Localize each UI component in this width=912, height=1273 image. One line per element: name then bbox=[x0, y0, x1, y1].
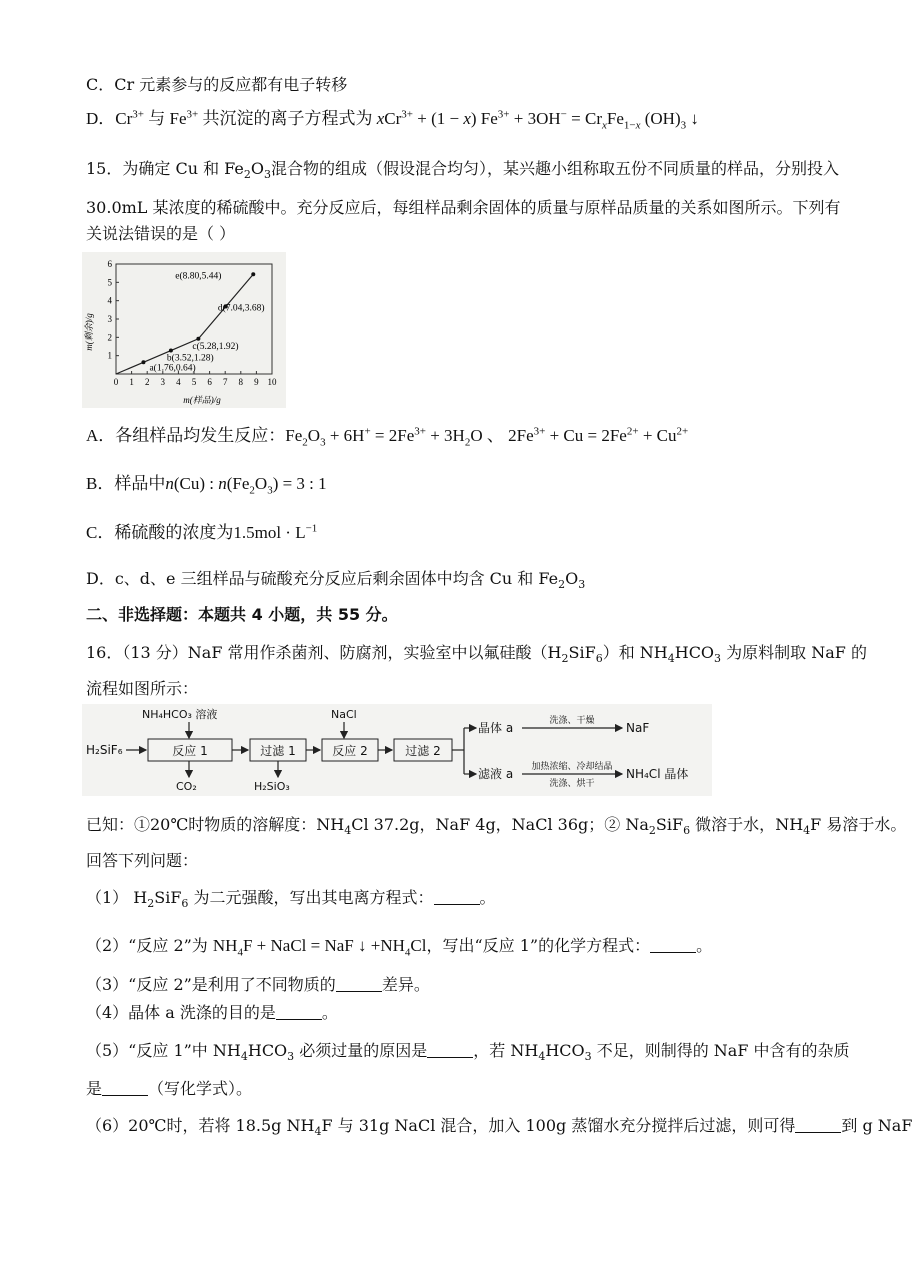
chart-xtick-label: 10 bbox=[267, 377, 277, 387]
chart-xtick-label: 2 bbox=[144, 377, 150, 387]
q14-option-c: C．Cr 元素参与的反应都有电子转移 bbox=[86, 75, 348, 94]
chart-xtick-label: 7 bbox=[222, 377, 228, 387]
process-flow-diagram bbox=[82, 704, 712, 796]
chart-xtick-label: 8 bbox=[238, 377, 244, 387]
chart-point-label: a(1.76,0.64) bbox=[149, 363, 196, 374]
q15-stem-line2: 30.0mL 某浓度的稀硫酸中。充分反应后，每组样品剩余固体的质量与原样品质量的关系如图所示。下列有 bbox=[86, 198, 841, 217]
chart-ylabel: m(剩余)/g bbox=[84, 313, 94, 351]
chart-point bbox=[251, 272, 255, 276]
q16-answer-intro: 回答下列问题： bbox=[86, 851, 199, 870]
chart-ytick-label: 3 bbox=[107, 314, 112, 324]
q16-part1: （1） $H_2SiF_6$ 为二元强酸，写出其电离方程式： 。 bbox=[86, 888, 496, 911]
answer-blank-5b[interactable] bbox=[102, 1081, 148, 1096]
flow-crystal-a: 晶体 a bbox=[478, 721, 514, 735]
q16-stem-line1: 16．（13 分）NaF 常用作杀菌剂、防腐剂，实验室中以氟硅酸$(H_2SiF_6)$和 $NH_4HCO_3$ 为原料制取 NaF 的 bbox=[86, 643, 867, 666]
answer-blank-6[interactable] bbox=[795, 1118, 841, 1133]
q16-part5-line2: 是 （写化学式）。 bbox=[86, 1079, 253, 1098]
flow-op-wash-dry: 洗涤、干燥 bbox=[549, 716, 595, 726]
flow-op-wash-bake: 洗涤、烘干 bbox=[549, 779, 595, 789]
flow-out-co2: CO₂ bbox=[176, 780, 197, 793]
chart-ytick-label: 6 bbox=[107, 259, 112, 269]
q15-option-c: C．稀硫酸的浓度为$1.5mol \cdot L^{-1}$ bbox=[86, 522, 318, 542]
flow-reagent-1: NH₄HCO₃ 溶液 bbox=[142, 708, 218, 721]
q15-option-d: D．c、d、e 三组样品与硫酸充分反应后剩余固体中均含 Cu 和 $Fe_2O_3$ bbox=[86, 569, 586, 592]
chart-point-label: d(7.04,3.68) bbox=[217, 303, 265, 314]
flow-product-naf: NaF bbox=[626, 721, 650, 735]
q15-chart bbox=[82, 252, 286, 408]
answer-blank-5a[interactable] bbox=[427, 1043, 473, 1058]
q16-part3: （3）“反应 2”是利用了不同物质的 差异。 bbox=[86, 975, 430, 994]
q16-known-info: 已知：①20℃时物质的溶解度：$NH_4Cl$ 37.2g，NaF 4g，NaCl 36g；② $Na_2SiF_6$ 微溶于水，$NH_4F$ 易溶于水。 bbox=[86, 815, 907, 838]
flow-reagent-2: NaCl bbox=[331, 708, 357, 721]
q14-option-d: D．$Cr^{3+}$ 与 $Fe^{3+}$ 共沉淀的离子方程式为 xCr$^{3+}$ + (1 − x) $Fe^{3+} + 3OH^- = Cr_xFe_{1-x}$ $(OH)_3$ ↓ bbox=[86, 108, 699, 132]
q15-option-a: A．各组样品均发生反应：$Fe_2O_3 + 6H^+ = 2Fe^{3+} + 3H_2O$ 、 $2Fe^{3+} + Cu = 2Fe^{2+} + Cu^{2+}$ bbox=[86, 425, 689, 449]
chart-point bbox=[169, 349, 173, 353]
answer-blank-2[interactable] bbox=[650, 938, 696, 953]
chart-ytick-label: 5 bbox=[107, 277, 112, 288]
chart-xlabel: m(样品)/g bbox=[183, 395, 221, 405]
chart-point-label: c(5.28,1.92) bbox=[192, 341, 239, 352]
q16-stem-line2: 流程如图所示： bbox=[86, 679, 199, 698]
answer-blank-3[interactable] bbox=[336, 977, 382, 992]
chart-xtick-label: 6 bbox=[207, 377, 212, 387]
chart-ytick-label: 1 bbox=[107, 350, 112, 361]
q15-stem-line3: 关说法错误的是（ ） bbox=[86, 224, 236, 243]
answer-blank-1[interactable] bbox=[434, 890, 480, 905]
flow-box2-label: 过滤 1 bbox=[260, 744, 296, 758]
chart-xtick-label: 3 bbox=[160, 377, 166, 387]
section-heading: 二、非选择题：本题共 4 小题，共 55 分。 bbox=[86, 605, 398, 624]
q16-part2: （2）“反应 2”为 $NH_4F$ + NaCl = NaF ↓ $+NH_4Cl$，写出“反应 1”的化学方程式： 。 bbox=[86, 936, 713, 959]
q15-option-b: B．样品中n(Cu) : $n(Fe_2O_3) = 3$ : 1 bbox=[86, 474, 327, 497]
flow-input: H₂SiF₆ bbox=[86, 743, 123, 757]
flow-box3-label: 反应 2 bbox=[332, 744, 368, 758]
chart-point bbox=[196, 337, 200, 341]
flow-product-nh4cl: NH₄Cl 晶体 bbox=[626, 767, 689, 781]
chart-point bbox=[141, 360, 145, 364]
chart-point-label: b(3.52,1.28) bbox=[166, 353, 214, 364]
chart-xtick-label: 9 bbox=[254, 377, 259, 387]
flow-op-concentrate: 加热浓缩、冷却结晶 bbox=[531, 762, 613, 772]
q15-stem-line1: 15．为确定 Cu 和 $Fe_2O_3$混合物的组成（假设混合均匀），某兴趣小组称取五份不同质量的样品，分别投入 bbox=[86, 159, 840, 182]
flow-out-h2sio3: H₂SiO₃ bbox=[254, 780, 290, 793]
chart-ytick-label: 4 bbox=[107, 295, 112, 306]
chart-xtick-label: 1 bbox=[129, 377, 134, 387]
q16-part6: （6）20℃时，若将 18.5g $NH_4F$ 与 31g NaCl 混合，加入 100g 蒸馏水充分搅拌后过滤，则可得 到 g NaF bbox=[86, 1116, 912, 1139]
chart-ytick-label: 2 bbox=[107, 332, 112, 343]
q16-part4: （4）晶体 a 洗涤的目的是 。 bbox=[86, 1003, 338, 1022]
chart-point-label: e(8.80,5.44) bbox=[175, 271, 222, 282]
flow-filtrate-a: 滤液 a bbox=[478, 767, 514, 781]
q16-part5-line1: （5）“反应 1”中 $NH_4HCO_3$ 必须过量的原因是 ，若 $NH_4HCO_3$ 不足，则制得的 NaF 中含有的杂质 bbox=[86, 1041, 850, 1064]
flow-box4-label: 过滤 2 bbox=[405, 744, 441, 758]
answer-blank-4[interactable] bbox=[276, 1005, 322, 1020]
chart-xtick-label: 5 bbox=[191, 377, 197, 387]
chart-xtick-label: 4 bbox=[176, 377, 181, 387]
flow-box1-label: 反应 1 bbox=[172, 744, 208, 758]
chart-xtick-label: 0 bbox=[113, 377, 119, 387]
